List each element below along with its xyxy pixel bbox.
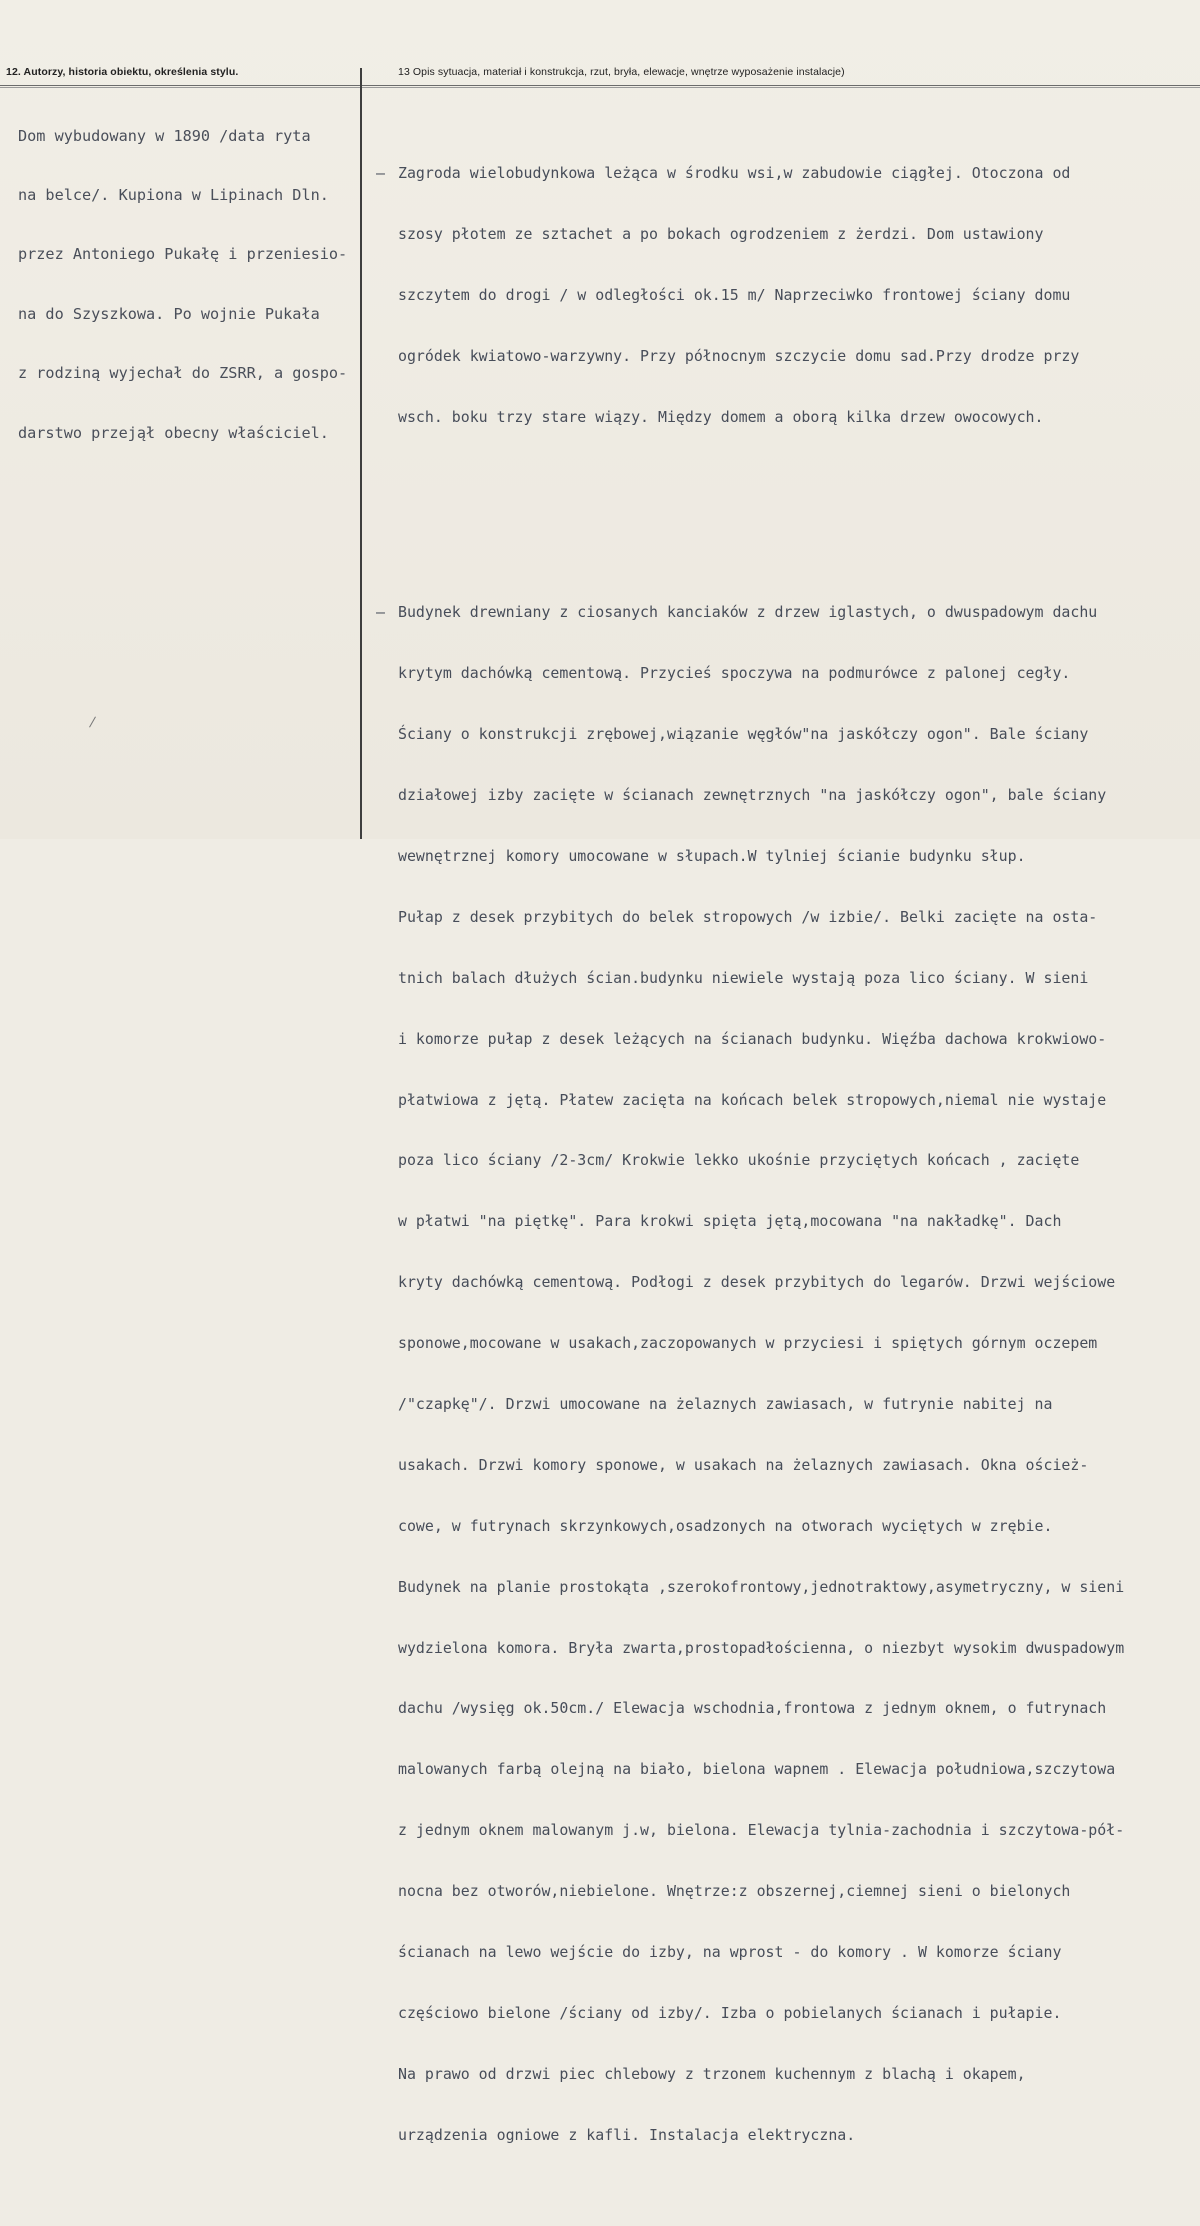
history-line: z rodziną wyjechał do ZSRR, a gospo-	[18, 364, 348, 383]
description-line: Pułap z desek przybitych do belek stropowych /w izbie/. Belki zacięte na osta-	[398, 907, 1098, 926]
history-line: Dom wybudowany w 1890 /data ryta	[18, 126, 311, 145]
description-line: poza lico ściany /2-3cm/ Krokwie lekko ukośnie przyciętych końcach , zacięte	[398, 1151, 1080, 1170]
history-text	[18, 87, 358, 483]
description-line: płatwiowa z jętą. Płatew zacięta na końcach belek stropowych,niemal nie wystaje	[398, 1090, 1107, 1109]
description-line: cowe, w futrynach skrzynkowych,osadzonych na otworach wyciętych w zrębie.	[398, 1516, 1053, 1535]
description-line: sponowe,mocowane w usakach,zaczopowanych w przyciesi i spiętych górnym oczepem	[398, 1334, 1098, 1353]
paragraph-situation	[376, 123, 1196, 468]
description-line: – Zagroda wielobudynkowa leżąca w środku wsi,w zabudowie ciągłej. Otoczona od	[376, 164, 1071, 183]
dash-marker: –	[376, 603, 385, 622]
column-divider	[360, 68, 362, 839]
description-line: wewnętrznej komory umocowane w słupach.W tylniej ścianie budynku słup.	[398, 846, 1026, 865]
description-line: krytym dachówką cementową. Przyciеś spoczywa na podmurówce z palonej cegły.	[398, 664, 1071, 683]
description-line: szosy płotem ze sztachet a po bokach ogrodzeniem z żerdzi. Dom ustawiony	[398, 225, 1044, 244]
description-line: działowej izby zacięte w ścianach zewnętrznych "na jaskółczy ogon", bale ściany	[398, 786, 1107, 805]
history-line: darstwo przejął obecny właściciel.	[18, 423, 329, 442]
header-authors-history: 12. Autorzy, historia obiektu, określenia stylu.	[6, 66, 239, 78]
history-line: przez Antoniego Pukałę i przeniesio-	[18, 245, 348, 264]
description-line: częściowo bielone /ściany od izby/. Izba o pobielanych ścianach i pułapie.	[398, 2003, 1062, 2022]
description-line: z jednym oknem malowanym j.w, bielona. Elewacja tylnia-zachodnia i szczytowa-pół-	[398, 1821, 1125, 1840]
pencil-mark	[89, 717, 96, 728]
description-line: ogródek kwiatowo-warzywny. Przy północnym szczycie domu sad.Przy drodze przy	[398, 346, 1080, 365]
history-line: na do Szyszkowa. Po wojnie Pukała	[18, 304, 320, 323]
description-line: malowanych farbą olejną na biało, bielona wapnem . Elewacja południowa,szczytowa	[398, 1760, 1116, 1779]
description-line: w płatwi "na piętkę". Para krokwi spięta jętą,mocowana "na nakładkę". Dach	[398, 1212, 1062, 1231]
header-description: 13 Opis sytuacja, materiał i konstrukcja, rzut, bryła, elewacje, wnętrze wyposażenie instalacje)	[398, 66, 845, 78]
description-line: Ściany o konstrukcji zrębowej,wiązanie węgłów"na jaskółczy ogon". Bale ściany	[398, 725, 1089, 744]
description-line: nocna bez otworów,niebielone. Wnętrze:z obszernej,ciemnej sieni o bielonych	[398, 1882, 1071, 1901]
description-line: szczytem do drogi / w odległości ok.15 m/ Naprzeciwko frontowej ściany domu	[398, 285, 1071, 304]
description-line: i komorze pułap z desek leżących na ścianach budynku. Więźba dachowa krokwiowo-	[398, 1029, 1107, 1048]
description-line: urządzenia ogniowe z kafli. Instalacja elektryczna.	[398, 2125, 856, 2144]
history-line: na belce/. Kupiona w Lipinach Dln.	[18, 185, 329, 204]
description-line: dachu /wysięg ok.50cm./ Elewacja wschodnia,frontowa z jednym oknem, o futrynach	[398, 1699, 1107, 1718]
paragraph-construction	[376, 562, 1196, 2186]
description-line: – Budynek drewniany z ciosanych kanciaków z drzew iglastych, o dwuspadowym dachu	[376, 603, 1098, 622]
description-line: usakach. Drzwi komory sponowe, w usakach na żelaznych zawiasach. Okna oścież-	[398, 1455, 1089, 1474]
description-line: Na prawo od drzwi piec chlebowy z trzonem kuchennym z blachą i okapem,	[398, 2064, 1026, 2083]
description-line: wydzielona komora. Bryła zwarta,prostopadłościenna, o niezbyt wysokim dwuspadowym	[398, 1638, 1125, 1657]
description-line: Budynek na planie prostokąta ,szerokofrontowy,jednotraktowy,asymetryczny, w sieni	[398, 1577, 1125, 1596]
description-line: ścianach na lewo wejście do izby, na wprost - do komory . W komorze ściany	[398, 1943, 1062, 1962]
description-text	[376, 82, 1196, 2226]
description-line: kryty dachówką cementową. Podłogi z desek przybitych do legarów. Drzwi wejściowe	[398, 1273, 1116, 1292]
description-line: wsch. boku trzy stare wiązy. Między domem a oborą kilka drzew owocowych.	[398, 407, 1044, 426]
description-line: /"czapkę"/. Drzwi umocowane na żelaznych zawiasach, w futrynie nabitej na	[398, 1395, 1053, 1413]
description-line: tnich balach dłużych ścian.budynku niewiele wystają poza lico ściany. W sieni	[398, 968, 1089, 987]
dash-marker: –	[376, 164, 385, 183]
